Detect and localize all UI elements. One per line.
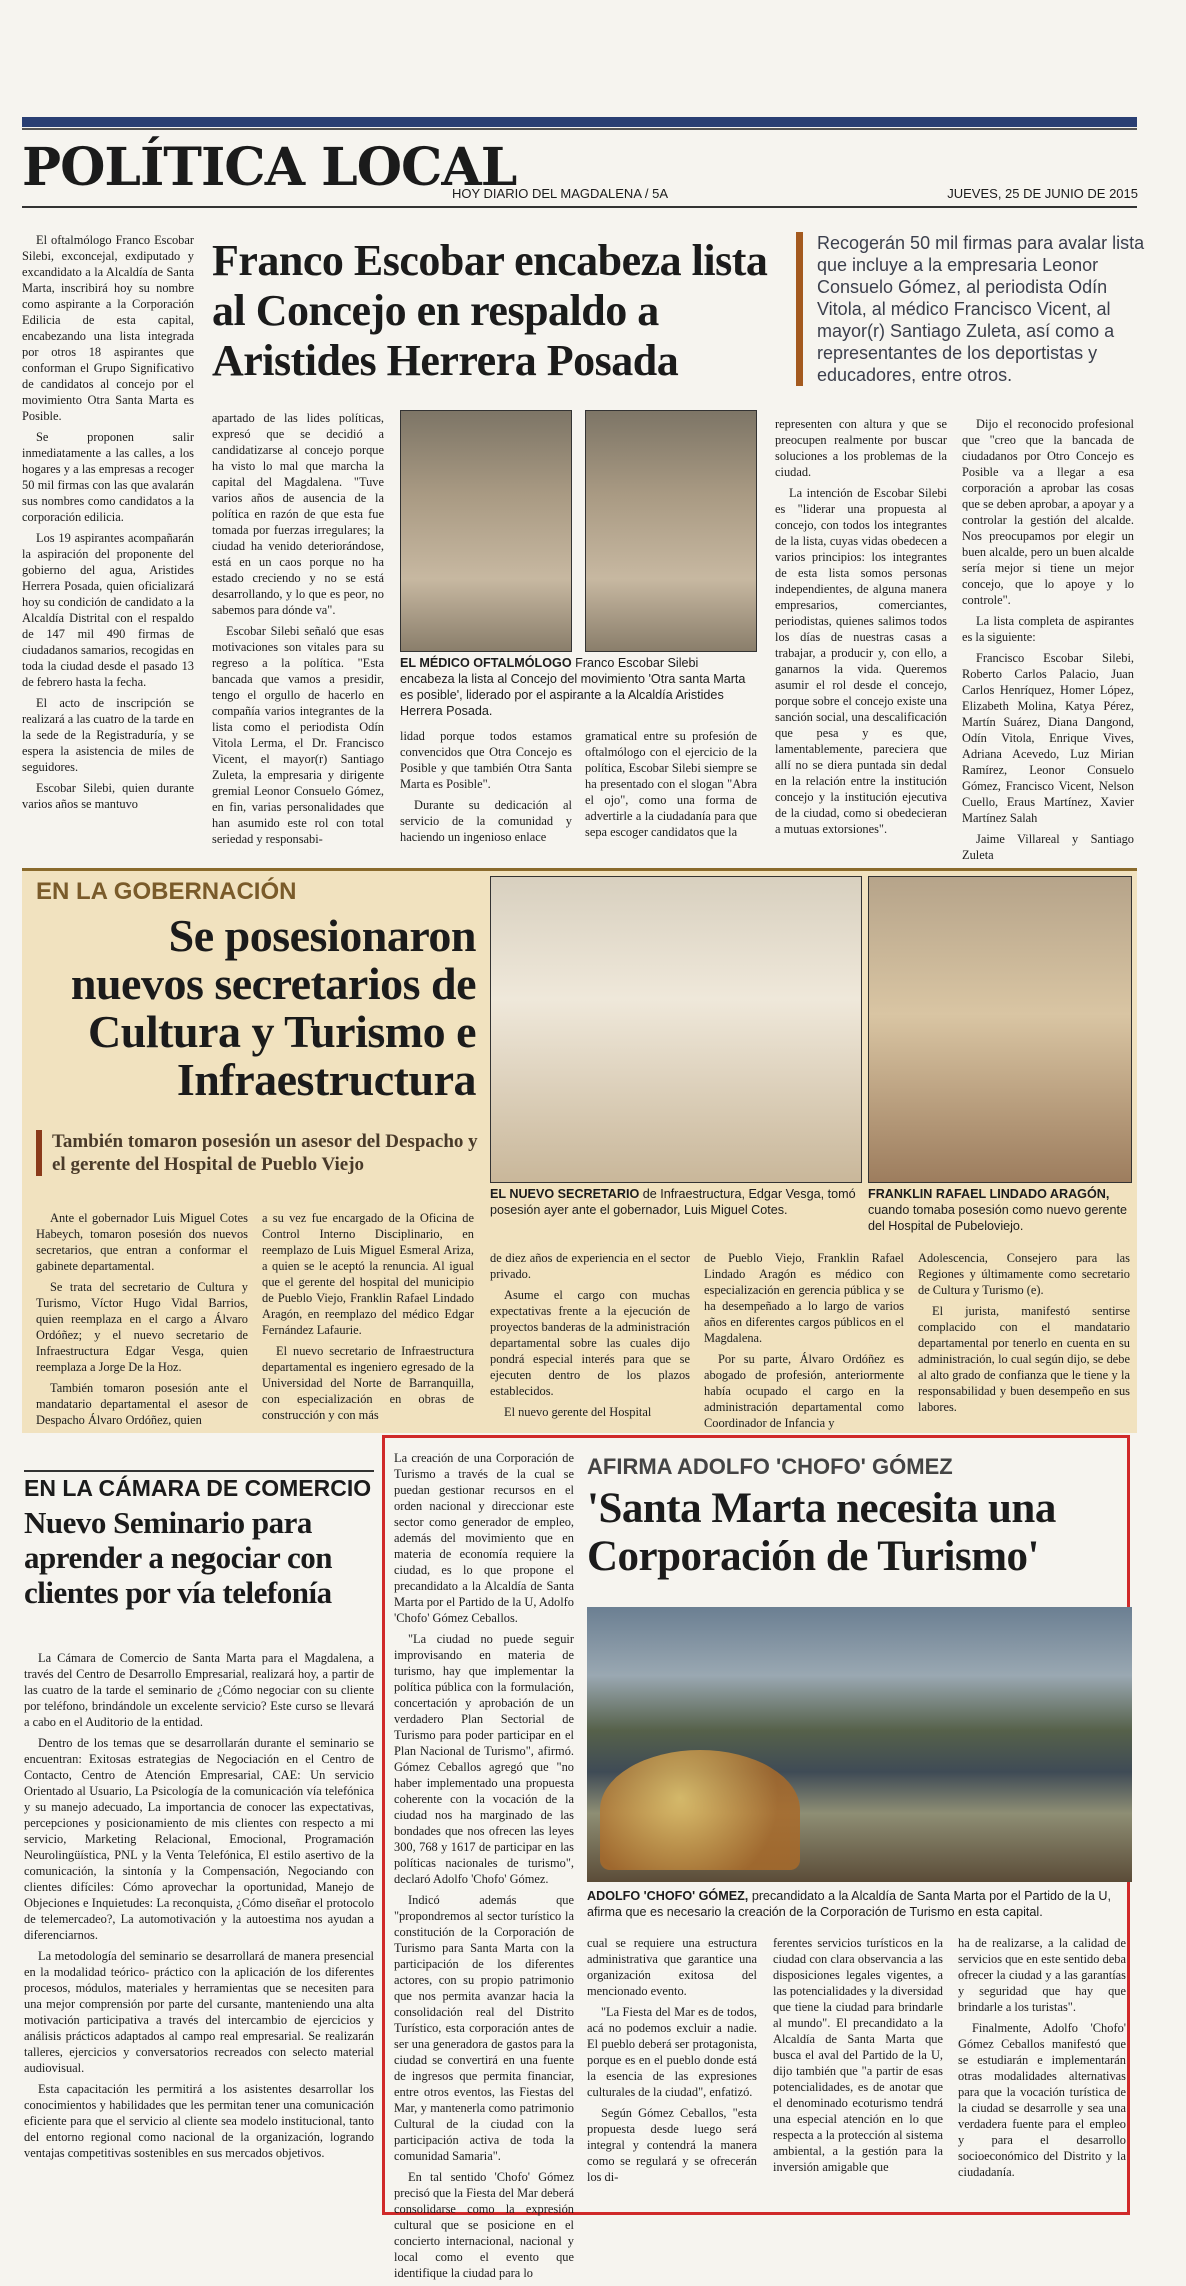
paragraph: ha de realizarse, a la calidad de servicios que en este sentido deba ofrecer la ciudad y a las garantías y seguridad que hay que brindarle a los turistas". [958, 1936, 1126, 2014]
paragraph: Francisco Escobar Silebi, Roberto Carlos Palacio, Juan Carlos Henríquez, Homer López, Elizabeth Molina, Katya Pérez, Martín Suárez, Diana Dangond, Odín Vitola, Enrique Vives, Adriana Acevedo, Luz Mirian Ramírez, Leonor Consuelo Gómez, Francisco Vicent, Nelson Cuello, Eraus Martínez, Xavier Martínez Salah [962, 651, 1134, 825]
caption-text: de Infraestructura, Edgar Vesga, tomó posesión ayer ante el gobernador, Luis Miguel Cotes. [490, 1187, 856, 1217]
story3-rule [24, 1470, 374, 1472]
paragraph: Según Gómez Ceballos, "esta propuesta desde luego será integral y contendrá la manera como se regulará y se ofrecerán los di- [587, 2106, 757, 2184]
paragraph: La Cámara de Comercio de Santa Marta para el Magdalena, a través del Centro de Desarrollo Empresarial, realizará hoy, a partir de las cuatro de la tarde el seminario de ¿Cómo negociar con su cliente por teléfono, brindándole un excelente servicio? Este curso se llevará a cabo en el Auditorio de la entidad. [24, 1651, 374, 1729]
paragraph: Dijo el reconocido profesional que "creo que la bancada de ciudadanos por Otro Concejo es Posible va a llegar a esa corporación a aprobar las cosas que se deben aprobar, a apoyar y a controlar la gestión del alcalde. Nos preocupamos por elegir un buen alcalde, pero un buen alcalde sería mejor si tiene un mejor concejo, que lo apoye y lo controle". [962, 417, 1134, 607]
paragraph: gramatical entre su profesión de oftalmólogo con el ejercicio de la política, Escobar Silebi siempre se ha presentado con el slogan "Abra el ojo", como una forma de advertirle a la ciudadanía para que sepa escoger candidatos que la [585, 729, 757, 839]
paragraph: El jurista, manifestó sentirse complacido con el mandatario departamental por tenerlo en cuenta en su administración, lo cual según dijo, se debe al alto grado de confianza que le tiene y la responsabilidad y buen desempeño en sus labores. [918, 1304, 1130, 1414]
paragraph: Escobar Silebi señaló que esas motivaciones son vitales para su regreso a la política. "Esta bancada que vamos a presidir, tengo el orgullo de hacerlo en compañía varios integrantes de la lista como el periodista Odín Vitola Lerma, el Dr. Francisco Vicent, el mayor(r) Santiago Zuleta, la empresaria y dirigente gremial Leonor Consuelo Gómez, en fin, varias personalidades que han asumido este rol con total seriedad y responsabi- [212, 624, 384, 846]
photo-edgar-vesga-oath [490, 876, 862, 1183]
photo-franco-escobar [400, 410, 572, 652]
paragraph: Finalmente, Adolfo 'Chofo' Gómez Ceballos manifestó que se estudiarán e implementarán otras modalidades alternativas para que la vocación turística de la ciudad se desarrolle y sea una verdadera fuente para el empleo y para el desarrollo socioeconómico del Distrito y la ciudadanía. [958, 2021, 1126, 2179]
story4-col2 [587, 1935, 757, 2190]
story2-caption1 [490, 1186, 860, 1218]
issue-date: JUEVES, 25 DE JUNIO DE 2015 [947, 186, 1138, 201]
caption-text: precandidato a la Alcaldía de Santa Marta por el Partido de la U, afirma que es necesario la creación de la Corporación de Turismo en esta capital. [587, 1889, 1111, 1919]
paragraph: El nuevo gerente del Hospital [504, 1405, 652, 1419]
paragraph: Asume el cargo con muchas expectativas frente a la ejecución de proyectos banderas de la administración departamental sobre las cuales dijo pondrá especial interés para que se ejecuten dentro de los plazos establecidos. [490, 1288, 690, 1398]
caption-text: cuando tomaba posesión como nuevo gerente del Hospital de Pubeloviejo. [868, 1203, 1128, 1233]
story2-col3 [490, 1250, 690, 1425]
story2-headline: Se posesionaron nuevos secretarios de Cultura y Turismo e Infraestructura [70, 910, 476, 1105]
story1-caption [400, 655, 755, 719]
story1-col4 [585, 728, 757, 845]
paragraph: "La ciudad no puede seguir improvisando en materia de turismo, hay que implementar la política pública con la formulación, concertación y aprobación de un verdadero Plan Sectorial de Turismo para poder participar en el Plan Nacional de Turismo", afirmó. Gómez Ceballos agregó que "no haber implementado una propuesta coherente con la vocación de la ciudad nos ha marginado de las bondades que nos ofrecen las leyes 300, 768 y 1617 de participar en las políticas nacionales de turismo", declaró Adolfo 'Chofo' Gómez. [394, 1632, 574, 1886]
story3-headline: Nuevo Seminario para aprender a negociar con clientes por vía telefonía [24, 1505, 332, 1610]
story4-headline: 'Santa Marta necesita una Corporación de Turismo' [587, 1485, 1056, 1580]
paragraph: ferentes servicios turísticos en la ciudad con clara observancia a las disposiciones legales vigentes, a las potencialidades y la diversidad que tiene la ciudad para brindarle al mundo". El precandidato a la Alcaldía de Santa Marta que busca el aval del Partido de la U, dijo también que "a partir de esas potencialidades, es de anotar que el denominado ecoturismo tendrá una especial atención en lo que respecta a la protección al sistema ambiental, a la gestión para la inversión amigable que [773, 1936, 943, 2174]
caption-lead: EL MÉDICO OFTALMÓLOGO [400, 656, 572, 670]
paragraph: Por su parte, Álvaro Ordóñez es abogado de profesión, anteriormente había ocupado el cargo en la administración departamental como Coordinador de Infancia y [704, 1352, 904, 1430]
story1-col1 [22, 232, 194, 817]
paragraph: La creación de una Corporación de Turismo a través de la cual se puedan gestionar recursos en el orden nacional y direccionar este sector como generador de empleo, además del movimiento que en materia de economía requiere la ciudad, es lo que propone el precandidato a la Alcaldía de Santa Marta por el Partido de la U, Adolfo 'Chofo' Gómez Ceballos. [394, 1451, 574, 1625]
story2-col4 [704, 1250, 904, 1436]
paragraph: apartado de las lides políticas, expresó que se decidió a candidatizarse al concejo porque ha visto lo mal que marcha la capital del Magdalena. "Tuve varios años de ausencia de la política en razón de que esta fue tomada por fuerzas irregulares; la ciudad ha venido deteriorándose, está en un caos porque no ha estado creciendo y no se está desarrollando, y lo que es peor, no sabemos para dónde va". [212, 411, 384, 617]
caption-lead: EL NUEVO SECRETARIO [490, 1187, 640, 1201]
story4-kicker: AFIRMA ADOLFO 'CHOFO' GÓMEZ [587, 1454, 953, 1479]
story1-col5 [775, 416, 947, 842]
paragraph: Adolescencia, Consejero para las Regiones y últimamente como secretario de Cultura y Turismo (e). [918, 1251, 1130, 1297]
photo-aristides-herrera [585, 410, 757, 652]
paragraph: Dentro de los temas que se desarrollarán durante el seminario se encuentran: Exitosas estrategias de Negociación en el Centro de Contacto, Centro de Atención Empresarial, CAE: Un servicio Orientado al Usuario, La Psicología de la comunicación vía telefónica y su manejo adecuado, La importancia de conocer las expectativas, percepciones y posicionamiento de mis clientes con respecto a mi servicio, Marketing Relacional, Emocional, Programación Neurolingüística, PNL y la Venta Telefónica, El estilo asertivo de la comunicación, la sintonía y la Compensación, Negociando con clientes difíciles: Cómo aprovechar la oportunidad, Manejo de Objeciones e Inquietudes: La reconquista, ¿Cómo diseñar el protocolo de telemercadeo?, La automotivación y la autoestima nos ayudan a diferenciarnos. [24, 1736, 374, 1942]
story2-col2 [262, 1210, 474, 1428]
masthead: HOY DIARIO DEL MAGDALENA / 5A [452, 186, 669, 201]
story1-pullquote: Recogerán 50 mil firmas para avalar lista que incluye a la empresaria Leonor Consuelo Gómez, al periodista Odín Vitola, al médico Francisco Vicent, al mayor(r) Santiago Zuleta, así como a representantes de los deportistas y educadores, entre otros. [796, 232, 1157, 386]
story2-kicker: EN LA GOBERNACIÓN [36, 878, 297, 905]
section-title: POLÍTICA LOCAL [22, 137, 517, 198]
paragraph: lidad porque todos estamos convencidos que Otra Concejo es Posible y que también Otra Santa Marta es Posible". [400, 729, 572, 791]
top-thin-rule [22, 128, 1137, 130]
paragraph: El oftalmólogo Franco Escobar Silebi, exconcejal, exdiputado y excandidato a la Alcaldía de Santa Marta, inscribirá hoy su nombre como aspirante a la Corporación Edilicia de esta capital, encabezando una lista integrada por otros 18 aspirantes que conforman el Grupo Significativo de candidatos al concejo por el movimiento Otra Santa Marta es Posible. [22, 233, 194, 423]
story1-headline: Franco Escobar encabeza lista al Concejo en respaldo a Aristides Herrera Posada [212, 236, 768, 385]
paragraph: de diez años de experiencia en el sector privado. [490, 1251, 690, 1281]
caption-text: Franco Escobar Silebi encabeza la lista al Concejo del movimiento 'Otra santa Marta es posible', liderado por el aspirante a la Alcaldía Aristides Herrera Posada. [400, 656, 746, 718]
story1-col3 [400, 728, 572, 850]
paragraph: Durante su dedicación al servicio de la comunidad y haciendo un ingenioso enlace [400, 798, 572, 844]
paragraph: El acto de inscripción se realizará a las cuatro de la tarde en la sede de la Registraduría, y se espera la asistencia de miles de seguidores. [22, 696, 194, 774]
story4-col1 [394, 1450, 574, 2286]
mural-mascot [600, 1750, 800, 1870]
paragraph: Se proponen salir inmediatamente a las calles, a los hogares y a las empresas a recoger 50 mil firmas con las que avalarán sus nombres como candidatos a la corporación edilicia. [22, 430, 194, 524]
paragraph: "La Fiesta del Mar es de todos, acá no podemos excluir a nadie. El pueblo deberá ser protagonista, porque es en el pueblo donde está la esencia de las expresiones culturales de la ciudad", enfatizó. [587, 2005, 757, 2099]
paragraph: La lista completa de aspirantes es la siguiente: [962, 614, 1134, 644]
header-rule [22, 206, 1137, 208]
story2-col5 [918, 1250, 1130, 1420]
story4-col4 [958, 1935, 1126, 2185]
paragraph: También tomaron posesión ante el mandatario departamental el asesor de Despacho Álvaro Ordóñez, quien [36, 1381, 248, 1427]
paragraph: representen con altura y que se preocupen realmente por buscar soluciones a los problemas de la ciudad. [775, 417, 947, 479]
story2-subhead: También tomaron posesión un asesor del Despacho y el gerente del Hospital de Pueblo Viejo [36, 1130, 492, 1176]
story4-col3 [773, 1935, 943, 2180]
paragraph: Esta capacitación les permitirá a los asistentes desarrollar los conocimientos y habilidades que les permitan tener una comunicación eficiente para que el servicio al cliente sea modelo institucional, tanto del entorno regional como nacional de la organización, logrando ventajas competitivas sostenibles en sus mercados objetivos. [24, 2082, 374, 2160]
paragraph: cual se requiere una estructura administrativa que garantice una organización exitosa del mencionado evento. [587, 1936, 757, 1998]
story4-caption [587, 1888, 1132, 1920]
story1-col2 [212, 410, 384, 852]
paragraph: Se trata del secretario de Cultura y Turismo, Víctor Hugo Vidal Barrios, quien reemplaza en el cargo a Álvaro Ordóñez; y el nuevo secretario de Infraestructura Edgar Vesga, quien reemplaza a Jorge De la Hoz. [36, 1280, 248, 1374]
photo-franklin-lindado [868, 876, 1132, 1183]
top-color-rule [22, 117, 1137, 127]
story2-col1 [36, 1210, 248, 1433]
story3-kicker: EN LA CÁMARA DE COMERCIO [24, 1475, 372, 1501]
paragraph: El nuevo secretario de Infraestructura departamental es ingeniero egresado de la Universidad del Norte de Barranquilla, con especialización en obras de construcción y con más [262, 1344, 474, 1422]
story1-col6 [962, 416, 1134, 868]
paragraph: Indicó además que "propondremos al sector turístico la constitución de la Corporación de Turismo para Santa Marta con la participación de los diferentes actores, con su propio patrimonio que nos permita avanzar hacia la consolidación real del Distrito Turístico, esta corporación antes de ser una generadora de gastos para la ciudad se convertirá en una fuente de ingresos que permita financiar, entre otros eventos, las Fiestas del Mar, y mantenerla como patrimonio Cultural de la ciudad con la participación activa de toda la comunidad Samaria". [394, 1893, 574, 2163]
caption-lead: FRANKLIN RAFAEL LINDADO ARAGÓN, [868, 1187, 1110, 1201]
paragraph: Escobar Silebi, quien durante varios años se mantuvo [22, 781, 194, 811]
paragraph: Jaime Villareal y Santiago Zuleta [962, 832, 1134, 862]
paragraph: Los 19 aspirantes acompañarán la aspiración del proponente del gobierno del agua, Aristides Herrera Posada, quien oficializará hoy su condición de candidato a la Alcaldía Distrital con el respaldo de 147 mil 490 firmas de ciudadanos samarios, recogidas en toda la ciudad desde el pasado 13 de febrero hasta la fecha. [22, 531, 194, 689]
paragraph: La intención de Escobar Silebi es "liderar una propuesta al concejo, con todos los integrantes de la lista, cuyas vidas obedecen a varios principios: los integrantes de esta lista somos personas independientes, de alguna manera empresarios, comerciantes, periodistas, quienes salimos todos los días de nuestras casas a trabajar, a producir y, con ello, a ganarnos la vida. Queremos asumir el rol desde el concejo, porque sobre el concejo existe una sanción social, una descalificación que pesa y es que, lamentablemente, pareciera que allí no se diera puntada sin dedal en la relación entre la institución concejo y la institución ejecutiva de la ciudad, como si obedecieran a mutuas extorsiones". [775, 486, 947, 836]
story2-caption2 [868, 1186, 1130, 1234]
paragraph: a su vez fue encargado de la Oficina de Control Interno Disciplinario, en reemplazo de Luis Miguel Esmeral Ariza, a quien se le aceptó la renuncia. Al igual que el gerente del hospital del municipio de Pueblo Viejo, Franklin Rafael Lindado Aragón, en reemplazo del médico Edgar Fernández Lafaurie. [262, 1211, 474, 1337]
paragraph: Ante el gobernador Luis Miguel Cotes Habeych, tomaron posesión dos nuevos secretarios, que entran a conformar el gabinete departamental. [36, 1211, 248, 1273]
paragraph: La metodología del seminario se desarrollará de manera presencial en la modalidad teórico- práctico con la aplicación de los diferentes procesos, módulos, materiales y herramientas que se necesiten para una mejor comprensión por parte del cursante, manteniendo una alta motivación participativa a través del intercambio de ejercicios y análisis prácticos adaptados al campo real empresarial. Se realizarán talleres, ejercicios y conversatorios recreados con selecto material audiovisual. [24, 1949, 374, 2075]
paragraph: En tal sentido 'Chofo' Gómez precisó que la Fiesta del Mar deberá consolidarse como la expresión cultural que se posicione en el concierto internacional, nacional y local como el evento que identifique la ciudad para lo [394, 2170, 574, 2280]
caption-lead: ADOLFO 'CHOFO' GÓMEZ, [587, 1889, 749, 1903]
story3-body [24, 1650, 374, 2166]
paragraph: de Pueblo Viejo, Franklin Rafael Lindado Aragón es médico con especialización en gerencia pública y se ha desempeñado a lo largo de varios años en diferentes cargos públicos en el Magdalena. [704, 1251, 904, 1345]
